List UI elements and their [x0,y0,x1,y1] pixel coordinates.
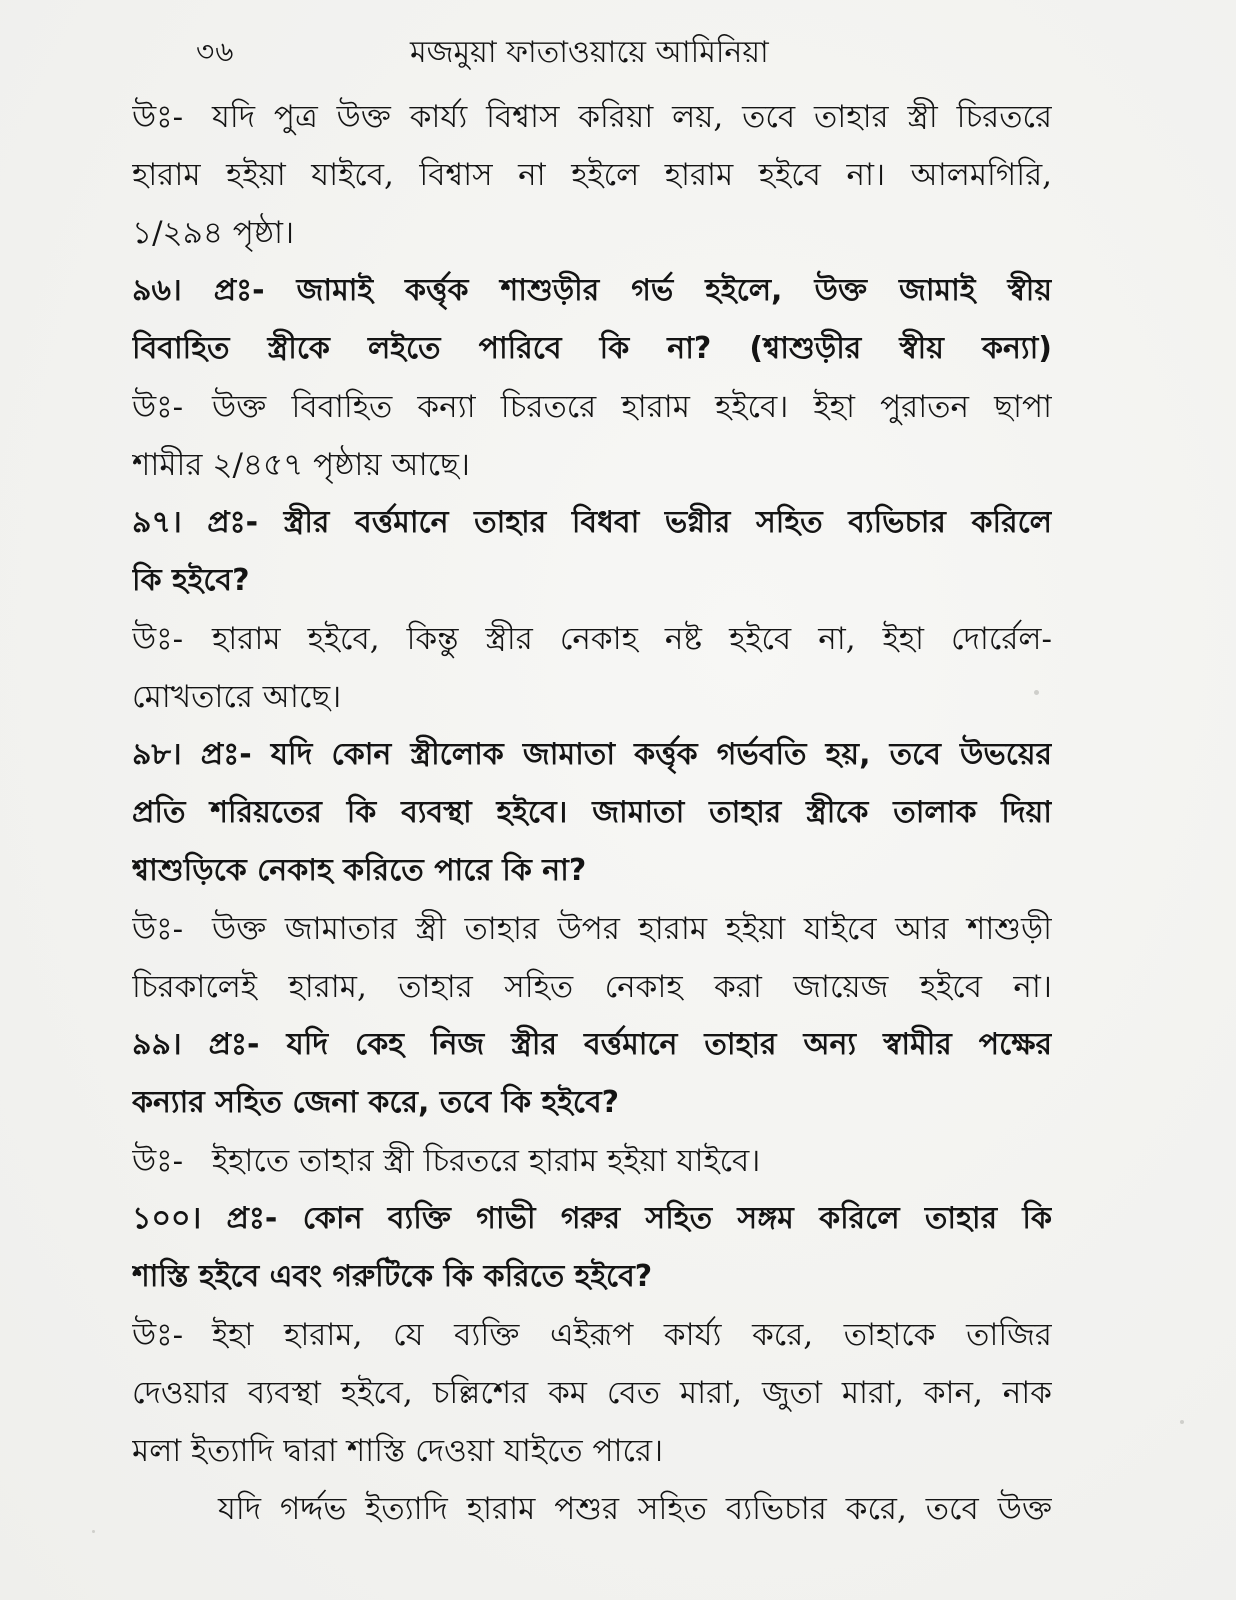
question-line [132,1248,1052,1306]
line-text: মোখতারে আছে। [132,679,342,715]
answer-line [132,900,1052,958]
line-text: হারাম হইয়া যাইবে, বিশ্বাস না হইলে হারাম হইবে না। আলমগিরি, [132,157,1052,193]
line-text: শ্বাশুড়িকে নেকাহ করিতে পারে কি না? [132,853,587,888]
answer-label: উঃ- [132,99,184,135]
line-text: বিবাহিত স্ত্রীকে লইতে পারিবে কি না? (শ্বাশুড়ীর স্বীয় কন্যা) [132,331,1052,366]
line-text: ১/২৯৪ পৃষ্ঠা। [132,215,295,251]
question-line [132,494,1052,552]
answer-line [132,1132,1052,1190]
line-text: কি হইবে? [132,563,250,598]
answer-label: উঃ- [132,389,184,425]
line-text: ১০০। প্রঃ- কোন ব্যক্তি গাভী গরুর সহিত সঙ্গম করিলে তাহার কি [132,1201,1052,1236]
answer-line [132,1422,1052,1480]
scan-speck [1180,1420,1184,1424]
line-text: ইহাতে তাহার স্ত্রী চিরতরে হারাম হইয়া যাইবে। [212,1143,761,1179]
question-line [132,1190,1052,1248]
line-text: কন্যার সহিত জেনা করে, তবে কি হইবে? [132,1085,620,1120]
answer-line [132,610,1052,668]
line-text: ৯৮। প্রঃ- যদি কোন স্ত্রীলোক জামাতা কর্ত্তৃক গর্ভবতি হয়, তবে উভয়ের [132,737,1052,772]
answer-line [132,436,1052,494]
question-line [132,726,1052,784]
line-text: শাস্তি হইবে এবং গরুটিকে কি করিতে হইবে? [132,1259,653,1294]
line-text: উক্ত জামাতার স্ত্রী তাহার উপর হারাম হইয়া যাইবে আর শাশুড়ী [212,911,1052,947]
line-text: ৯৬। প্রঃ- জামাই কর্ত্তৃক শাশুড়ীর গর্ভ হইলে, উক্ত জামাই স্বীয় [132,273,1052,308]
question-line [132,320,1052,378]
line-text: চিরকালেই হারাম, তাহার সহিত নেকাহ করা জায়েজ হইবে না। [132,969,1052,1005]
question-line [132,552,1052,610]
line-text: ইহা হারাম, যে ব্যক্তি এইরূপ কার্য্য করে, তাহাকে তাজির [212,1317,1052,1353]
line-text: হারাম হইবে, কিন্তু স্ত্রীর নেকাহ নষ্ট হইবে না, ইহা দোর্রেল- [212,621,1052,657]
question-line [132,784,1052,842]
answer-line [132,146,1052,204]
answer-line [132,1480,1052,1538]
answer-line [132,958,1052,1016]
line-text: শামীর ২/৪৫৭ পৃষ্ঠায় আছে। [132,447,470,483]
page-header [180,22,1076,72]
question-line [132,1016,1052,1074]
question-line [132,1074,1052,1132]
answer-label: উঃ- [132,621,184,657]
line-text: উক্ত বিবাহিত কন্যা চিরতরে হারাম হইবে। ইহা পুরাতন ছাপা [212,389,1052,425]
running-title: মজমুয়া ফাতাওয়ায়ে আমিনিয়া [410,35,769,70]
line-text: প্রতি শরিয়তের কি ব্যবস্থা হইবে। জামাতা তাহার স্ত্রীকে তালাক দিয়া [132,795,1052,830]
scan-speck [1034,690,1039,695]
answer-label: উঃ- [132,911,184,947]
question-line [132,262,1052,320]
scan-speck [92,1530,95,1533]
line-text: মলা ইত্যাদি দ্বারা শাস্তি দেওয়া যাইতে পারে। [132,1433,664,1469]
line-text: ৯৯। প্রঃ- যদি কেহ নিজ স্ত্রীর বর্ত্তমানে তাহার অন্য স্বামীর পক্ষের [132,1027,1052,1062]
answer-line [132,1306,1052,1364]
answer-line [132,668,1052,726]
page-number: ৩৬ [196,35,235,68]
line-text: দেওয়ার ব্যবস্থা হইবে, চল্লিশের কম বেত মারা, জুতা মারা, কান, নাক [132,1375,1052,1411]
answer-label: উঃ- [132,1317,184,1353]
answer-label: উঃ- [132,1143,184,1179]
answer-line [132,204,1052,262]
line-text: যদি পুত্র উক্ত কার্য্য বিশ্বাস করিয়া লয়, তবে তাহার স্ত্রী চিরতরে [212,99,1052,135]
answer-line [132,88,1052,146]
answer-line [132,378,1052,436]
page-body [132,88,1052,1538]
question-line [132,842,1052,900]
line-text: ৯৭। প্রঃ- স্ত্রীর বর্ত্তমানে তাহার বিধবা ভগ্নীর সহিত ব্যভিচার করিলে [132,505,1052,540]
line-text: যদি গর্দ্দভ ইত্যাদি হারাম পশুর সহিত ব্যভিচার করে, তবে উক্ত [218,1491,1052,1527]
answer-line [132,1364,1052,1422]
